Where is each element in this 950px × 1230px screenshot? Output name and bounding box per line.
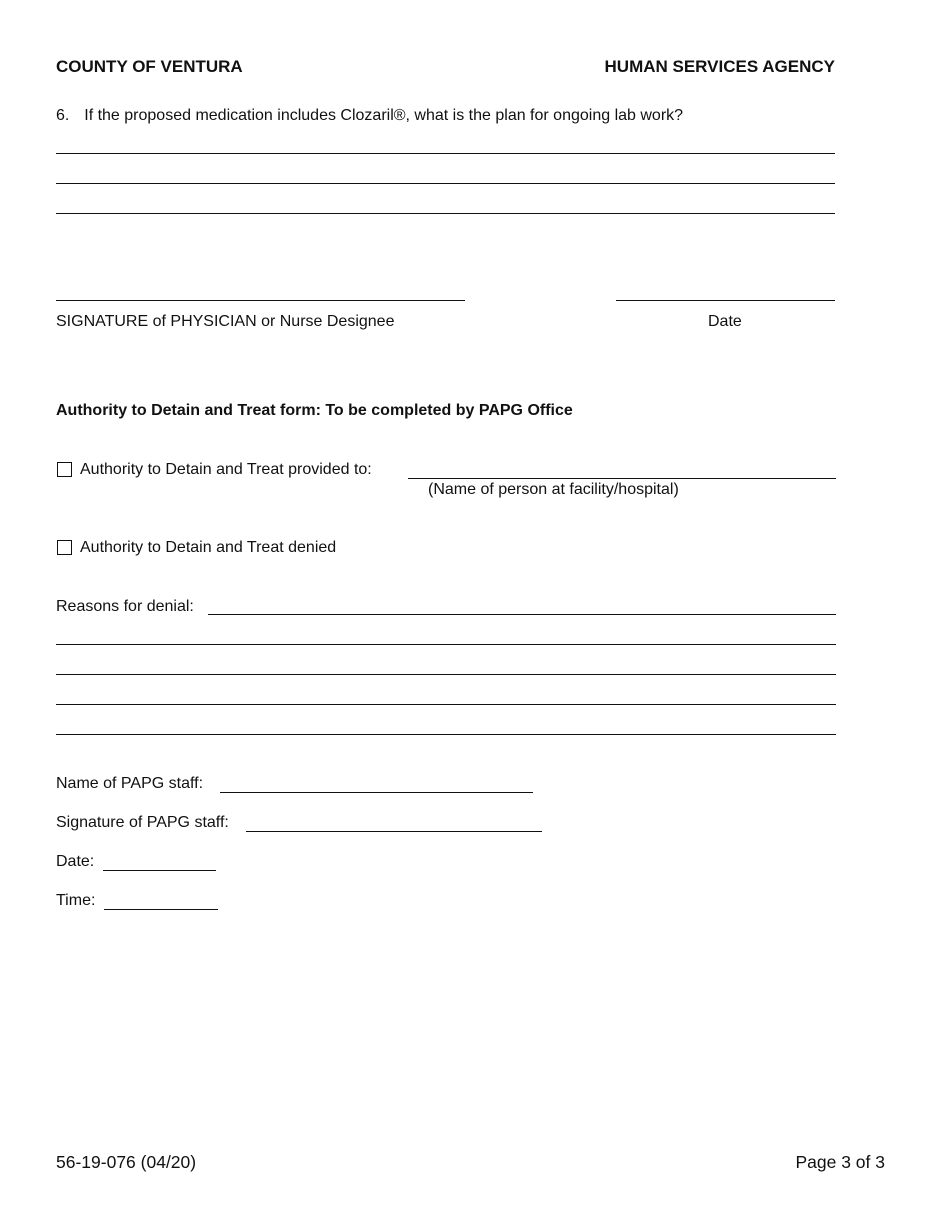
- header-agency: HUMAN SERVICES AGENCY: [604, 57, 835, 76]
- staff-date-label: Date:: [56, 853, 95, 870]
- reasons-line-5[interactable]: [56, 734, 836, 735]
- staff-signature-line[interactable]: [246, 831, 542, 832]
- physician-date-line[interactable]: [616, 300, 835, 301]
- staff-signature-label: Signature of PAPG staff:: [56, 814, 229, 831]
- provided-name-line[interactable]: [408, 478, 836, 479]
- form-number: 56-19-076 (04/20): [56, 1152, 197, 1172]
- denied-label: Authority to Detain and Treat denied: [80, 539, 337, 556]
- physician-signature-label: SIGNATURE of PHYSICIAN or Nurse Designee: [56, 313, 395, 330]
- reasons-line-2[interactable]: [56, 644, 836, 645]
- answer-line-2[interactable]: [56, 183, 835, 184]
- reasons-line-1[interactable]: [208, 614, 836, 615]
- provided-label: Authority to Detain and Treat provided to:: [80, 461, 372, 478]
- staff-time-label: Time:: [56, 892, 96, 909]
- staff-time-line[interactable]: [104, 909, 218, 910]
- reasons-label: Reasons for denial:: [56, 598, 194, 615]
- answer-line-3[interactable]: [56, 213, 835, 214]
- reasons-line-4[interactable]: [56, 704, 836, 705]
- header-county: COUNTY OF VENTURA: [56, 57, 243, 76]
- staff-name-label: Name of PAPG staff:: [56, 775, 204, 792]
- answer-line-1[interactable]: [56, 153, 835, 154]
- page-number: Page 3 of 3: [795, 1152, 885, 1172]
- provided-checkbox[interactable]: [57, 462, 72, 477]
- denied-checkbox[interactable]: [57, 540, 72, 555]
- staff-name-line[interactable]: [220, 792, 533, 793]
- question-text: If the proposed medication includes Clozaril®, what is the plan for ongoing lab work?: [84, 107, 684, 124]
- physician-date-label: Date: [708, 313, 742, 330]
- reasons-line-3[interactable]: [56, 674, 836, 675]
- physician-signature-line[interactable]: [56, 300, 465, 301]
- question-number: 6.: [56, 107, 70, 124]
- staff-date-line[interactable]: [103, 870, 216, 871]
- provided-caption: (Name of person at facility/hospital): [428, 481, 679, 498]
- question-6: [56, 107, 683, 125]
- authority-heading: Authority to Detain and Treat form: To be completed by PAPG Office: [56, 402, 573, 419]
